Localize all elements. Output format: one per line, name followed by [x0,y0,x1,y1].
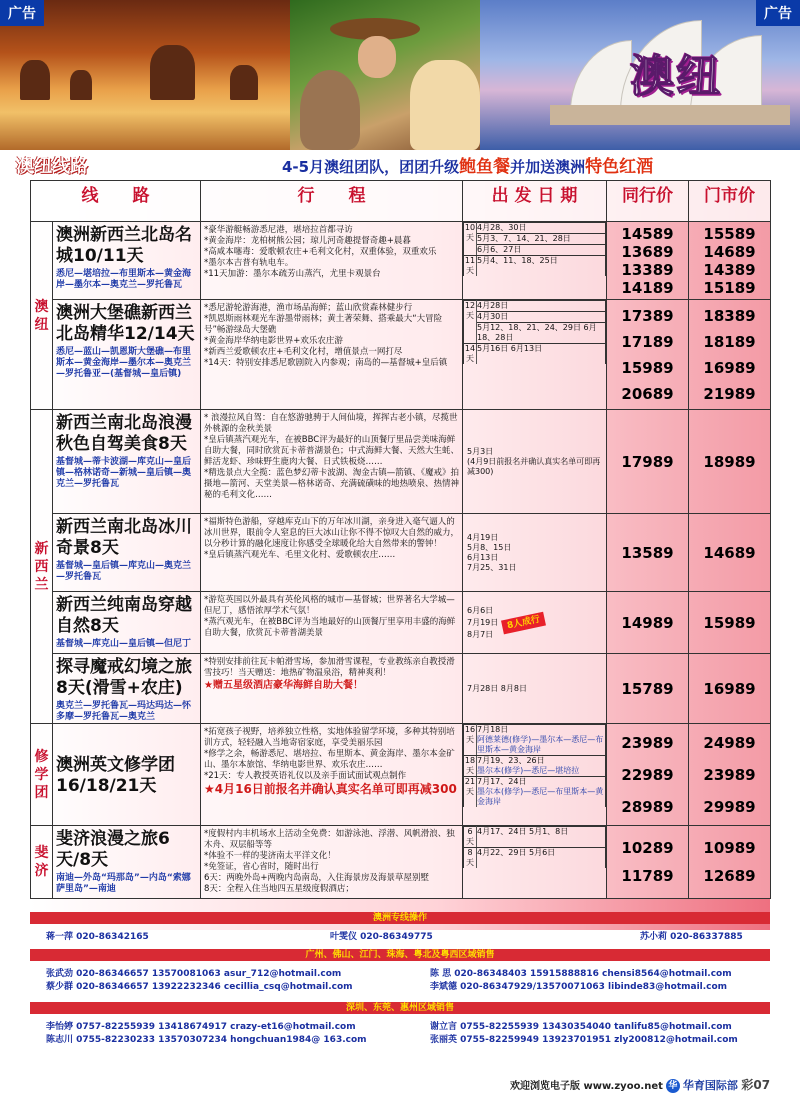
group-size-badge: 8人成行 [501,611,546,634]
footer-band-guangzhou: 广州、佛山、江门、珠海、粤北及粤西区域销售 [30,949,770,961]
route-name: 探寻魔戒幻境之旅8天(滑雪+农庄) 奥克兰—罗托鲁瓦—玛达玛达—怀多摩—罗托鲁瓦—奥克兰 [53,654,201,724]
peer-price: 10289 11789 [607,826,689,899]
promo-line: 4-5月澳纽团队，团团升级鲍鱼餐并加送澳洲特色红酒 [282,157,654,177]
region-xinxilan: 新 西 兰 [31,410,53,724]
retail-price: 14689 [689,514,771,592]
region-aozhou: 澳 纽 [31,222,53,410]
retail-price: 16989 [689,654,771,724]
contacts-ops: 蒋一萍 020-86342165 叶雯仪 020-86349775 苏小莉 020-86337885 [46,932,743,942]
page-number: 彩07 [741,1078,771,1092]
header-retail-price: 门市价 [689,181,771,222]
route-name: 新西兰南北岛浪漫秋色自驾美食8天 基督城—蒂卡波湖—库克山—皇后镇—格林诺奇—新城—皇后镇—奥克兰—罗托鲁瓦 [53,410,201,514]
route-name: 新西兰南北岛冰川奇景8天 基督城—皇后镇—库克山—奥克兰—罗托鲁瓦 [53,514,201,592]
route-dates: 4月19日 5月8、15日 6月13日 7月25、31日 [463,514,607,592]
retail-price: 24989 23989 29989 [689,724,771,826]
header-dates: 出 发 日 期 [463,181,607,222]
brand-logo-icon: 华 [666,1079,680,1093]
route-name: 斐济浪漫之旅6天/8天 南迪—外岛“玛那岛”—内岛“索娜萨里岛”—南迪 [53,826,201,899]
table-row [31,724,771,826]
route-itinerary: * 浪漫拉风自驾：自在悠游驰骋于人间仙境，挥挥古老小镇，尽揽世外桃源的金秋美景 *皇后镇蒸汽观光车，在被BBC评为最好的山顶餐厅里品尝美味海鲜自助大餐，同时欣赏瓦卡蒂普湖景色；中式海鲜大餐、天然大生蚝、鲜活龙虾、珍味野生鹿肉大餐、日式铁板烧…… *精选景点大全揽：蓝色梦幻蒂卡波湖、淘金古镇—箭镇、《魔戒》拍摄地—箭河、天堂美景—格林诺奇、充满硫磺味的地热喷泉、热情神秘的毛利文化…… [201,410,463,514]
retail-price: 18989 [689,410,771,514]
route-name: 澳洲英文修学团16/18/21天 [53,724,201,826]
route-name: 澳洲新西兰北岛名城10/11天 悉尼—堪培拉—布里斯本—黄金海岸—墨尔本—奥克兰—罗托鲁瓦 [53,222,201,300]
table-row [31,654,771,724]
route-name: 新西兰纯南岛穿越自然8天 基督城—库克山—皇后镇—但尼丁 [53,592,201,654]
route-itinerary: *游览英国以外最具有英伦风格的城市—基督城；世界著名大学城—但尼丁，感悟浓厚学术气氛！ *蒸汽观光车，在被BBC评为当地最好的山顶餐厅里享用丰盛的海鲜自助大餐，欣赏瓦卡蒂普湖美景 [201,592,463,654]
region-xiuxue: 修 学 团 [31,724,53,826]
header-route: 线 路 [31,181,201,222]
region-feiji: 斐 济 [31,826,53,899]
banner-kangaroo-photo [290,0,490,150]
table-row [31,826,771,899]
route-itinerary: *悉尼游轮游海港，渔市场品海鲜；蓝山欣赏森林健步行 *凯恩斯雨林观光车游墨带雨林；黄土著荣舞、搭乘最大“大冒险号”畅游绿岛大堡礁 *黄金海岸华纳电影世界+欢乐农庄游 *新西兰爱歌顿农庄+毛利文化村，增值景点一网打尽 *14天：特别安排悉尼歌剧院入内参观；南岛的—基督城+皇后镇 [201,300,463,410]
banner-title: 澳纽 [630,51,722,102]
ad-label-right: 广告 [756,0,800,26]
route-itinerary: *特别安排前往瓦卡帕滑雪场，参加滑雪课程，专业教练亲自教授滑雪技巧！当天赠送：地热矿物温泉浴，精神爽利！ ★赠五星级酒店豪华海鲜自助大餐！ [201,654,463,724]
footer-band-ops: 澳洲专线操作 [30,912,770,924]
retail-price: 15989 [689,592,771,654]
header-peer-price: 同行价 [607,181,689,222]
peer-price: 14589 13689 13389 14189 [607,222,689,300]
peer-price: 13589 [607,514,689,592]
table-row [31,514,771,592]
contacts-guangzhou: 张武劲 020-86346657 13570081063 asur_712@hotmail.com 陈 思 020-86348403 15915888816 chensi8564@hotmail.com 蔡少群 020-86346657 13922232346 cecillia_csq@hotmail.com 李斌德 020-86347929/13570071063 libinde83@hotmail.com [46,969,732,992]
retail-price: 15589 14689 14389 15189 [689,222,771,300]
table-row [31,300,771,410]
contacts-shenzhen: 李怡婷 0757-82255939 13418674917 crazy-et16@hotmail.com 谢立言 0755-82255939 13430354040 tanlifu85@hotmail.com 陈志川 0755-82230233 13570307234 hongchuan1984@ 163.com 张丽英 0755-82259949 13923701951 zly200812@hotmail.com [46,1022,738,1045]
route-dates: 16天 7月18日 阿德莱德(修学)—墨尔本—悉尼—布里斯本—黄金海岸 18天 7月19、23、26日 墨尔本(修学)—悉尼—堪培拉 21天 7月17、24日 墨尔本(修学)—悉尼—布里斯本—黄金海岸 [463,724,607,826]
peer-price: 17989 [607,410,689,514]
route-dates: 5月3日 (4月9日前报名并确认真实名单可即再减300) [463,410,607,514]
peer-price: 15789 [607,654,689,724]
route-itinerary: *福斯特色游船，穿越库克山下的万年冰川湖，亲身进入毫气逼人的冰川世界，眼前令人窒息的巨大冰山让你不得不惊叹大自然的威力，以分秒计算的融化速度让你感受全球暖化给大自然带来的警钟！ *皇后镇蒸汽观光车、毛里文化村、爱歌顿农庄…… [201,514,463,592]
route-itinerary: *拓宽孩子视野，培养独立性格，实地体验留学环境，多种其特别培训方式，轻轻融入当地寄宿家庭，享受美丽乐园 *修学之余，畅游悉尼、堪培拉、布里斯本、黄金海岸、墨尔本金矿山、墨尔本旅馆、华纳电影世界、欢乐农庄…… *21天：专人教授英语礼仪以及亲手面试面试观点制作 ★4月16日前报名并确认真实名单可即再减300 [201,724,463,826]
route-name: 澳洲大堡礁新西兰北岛精华12/14天 悉尼—蓝山—凯恩斯大堡礁—布里斯本—黄金海岸—墨尔本—奥克兰—罗托鲁亚—(基督城—皇后镇) [53,300,201,410]
brand-footer: 欢迎浏览电子版 www.zyoo.net 华 华育国际部 彩07 [510,1078,771,1092]
retail-price: 18389 18189 16989 21989 [689,300,771,410]
header-itinerary: 行 程 [201,181,463,222]
footer-band-shenzhen: 深圳、东莞、惠州区域销售 [30,1002,770,1014]
ad-label-left: 广告 [0,0,44,26]
route-itinerary: *度假村内丰机场水上活动全免费：如游泳池、浮潜、风帆滑浪、独木舟、双层船等等 *体验不一样的斐济南太平洋文化！ *免签证，省心省时，随时出行 6天：两晚外岛+两晚内岛南岛，入住海景房及海景草屋别墅 8天：全程入住当地四五星级度假酒店； [201,826,463,899]
route-itinerary: *豪华游艇畅游悉尼港，堪培拉首都寻访 *黄金海岸：龙柏树熊公园；琼儿河奇趣提督奇趣+晨暮 *高咸本噻毒：爱歌顿农庄+毛利文化村，双重体验，双重欢乐 *墨尔本吉普有轨电车。 *11天加游：墨尔本疏芳山蒸汽，尤里卡观景台 [201,222,463,300]
peer-price: 23989 22989 28989 [607,724,689,826]
peer-price: 14989 [607,592,689,654]
routes-table [30,180,771,899]
route-dates: 7月28日 8月8日 [463,654,607,724]
route-dates: 6月6日 7月19日 8人成行 8月7日 [463,592,607,654]
retail-price: 10989 12689 [689,826,771,899]
route-tag: 澳纽线路 [16,156,88,177]
table-row [31,592,771,654]
route-dates: 10天 4月28、30日 5月3、7、14、21、28日 6月6、27日 11天 5月4、11、18、25日 [463,222,607,300]
route-dates: 6天 4月17、24日 5月1、8日 8天 4月22、29日 5月6日 [463,826,607,899]
table-row [31,222,771,300]
banner-beach-photo [0,0,300,150]
peer-price: 17389 17189 15989 20689 [607,300,689,410]
table-row [31,410,771,514]
table-header [31,181,771,222]
route-dates: 12天 4月28日 4月30日 5月12、18、21、24、29日 6月18、28日 14天 5月16日 6月13日 [463,300,607,410]
